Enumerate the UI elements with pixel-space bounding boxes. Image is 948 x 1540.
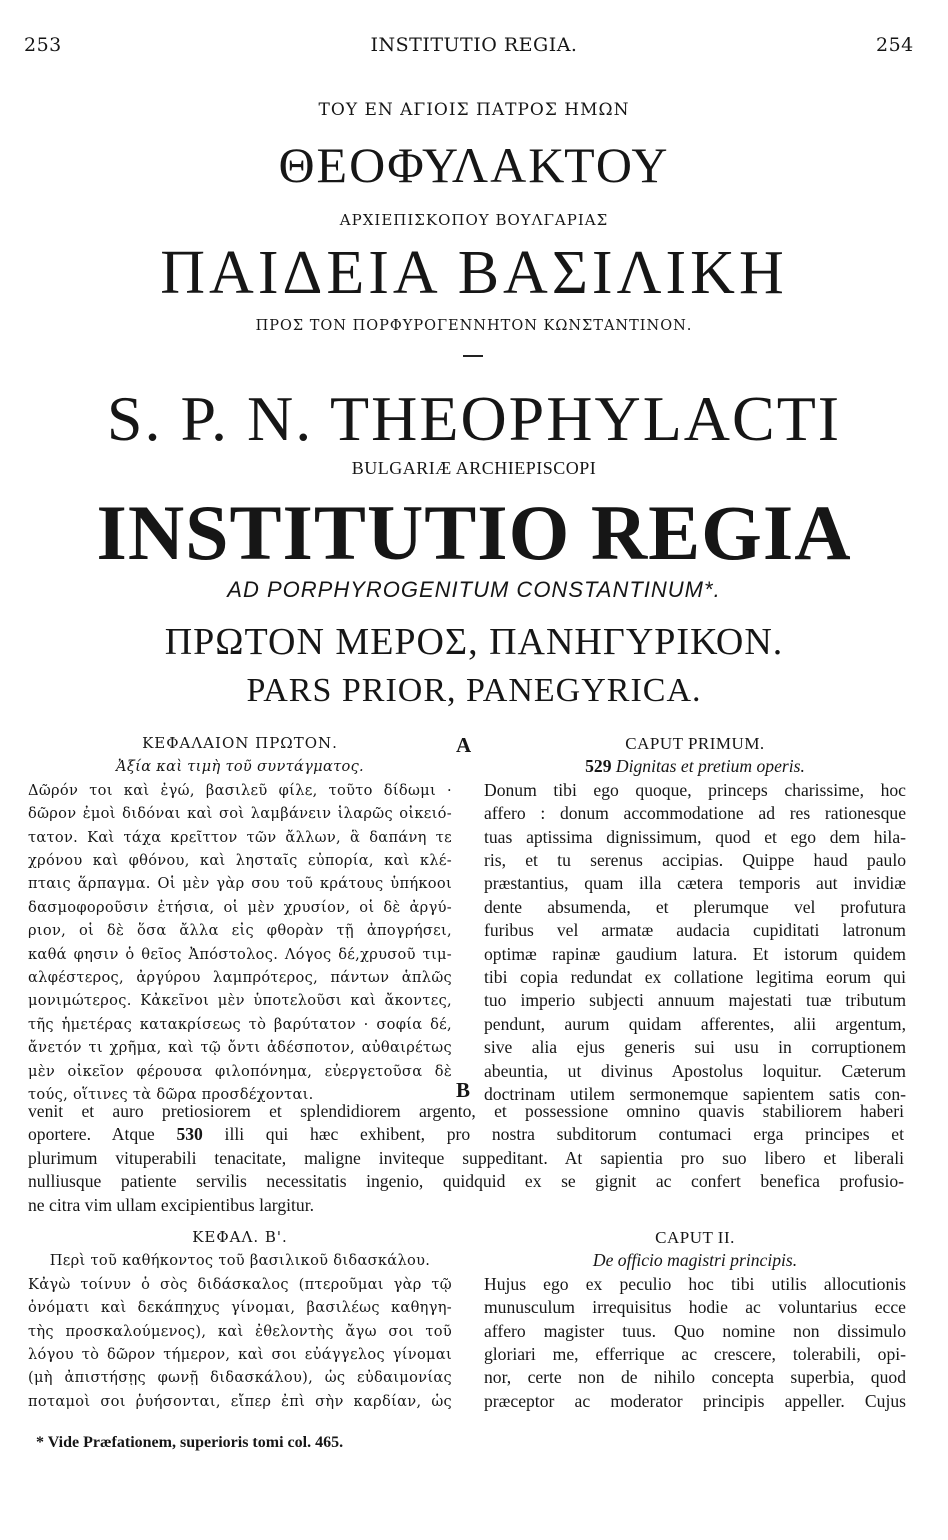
part-heading-latin: PARS PRIOR, PANEGYRICA.: [246, 672, 702, 709]
chapter2-latin-heading: CAPUT II.: [655, 1228, 735, 1247]
greek-line: μονιμώτερος. Κἀκεῖνοι μὲν ὑποτελοῦσι καὶ ἄκοντες,: [28, 992, 452, 1010]
latin-line: pendunt, aurum quidam afferentes, alii argentum,: [484, 1013, 906, 1034]
latin-line: munusculum irrequisitus hodie ac voluntarius ecce: [484, 1297, 906, 1318]
greek-title-author: ΘΕΟΦΥΛΑΚΤΟΥ: [278, 137, 670, 193]
greek-line: τὴς προσκαλούμενος), καὶ ἐθελοντὴς ἄγω σοι τοῦ: [28, 1322, 452, 1340]
chapter1-latin-subheading: Dignitas et pretium operis.: [615, 756, 805, 777]
latin-line: abeuntia, ut divinus Apostolus loquitur. Cæterum: [484, 1060, 906, 1081]
greek-line: χρόνου καὶ φθόνου, καὶ λησταῖς εὐπορία, καὶ κλέ-: [28, 852, 452, 870]
greek-line: (μὴ ἀπιστήσῃς φωνῇ διδασκάλου), ὡς εὐδαιμονίας: [28, 1369, 452, 1387]
latin-line: doctrinam utilem sermonemque sapientem satis con-: [484, 1084, 906, 1105]
chapter1-greek-column: [28, 732, 452, 1107]
chapter2-greek-column: [28, 1226, 452, 1413]
latin-line: affero : donum accommodatione ad res rationesque: [484, 803, 906, 824]
chapter1-greek-subheading: Ἀξία καὶ τιμὴ τοῦ συντάγματος.: [116, 758, 364, 776]
greek-title-dedication: ΠΡΟΣ ΤΟΝ ΠΟΡΦΥΡΟΓΕΝΝΗΤΟΝ ΚΩΝΣΤΑΝΤΙΝΟΝ.: [255, 318, 693, 334]
latin-line: tuo imperio subjecti annuum majestati tuæ tributum: [484, 990, 906, 1011]
column-number: 529: [585, 756, 612, 777]
greek-line: ὀνόματι καὶ δεκάπηχυς γίνομαι, βασιλέως καθηγη-: [28, 1299, 452, 1317]
chapter2-latin-column: [484, 1226, 906, 1413]
footnote: * Vide Præfationem, superioris tomi col. 465.: [36, 1434, 344, 1451]
greek-line: τῆς ἡμετέρας κατακρίσεως τὸ βαρύτατον · σοφία δέ,: [28, 1015, 452, 1033]
latin-title-line2: BULGARIÆ ARCHIEPISCOPI: [351, 458, 597, 478]
greek-line: πταις ἅρπαγμα. Οἱ μὲν γὰρ σου τοῦ κράτους ὑπήκοοι: [28, 875, 452, 893]
latin-line: Donum tibi ego quoque, princeps charissime, hoc: [484, 779, 906, 800]
latin-line: sive alia ejus generis sui usu in corruptionem: [484, 1037, 906, 1058]
margin-mark-a: A: [456, 733, 472, 757]
latin-line: dente absumenda, et plerumque vel profutura: [484, 896, 906, 917]
latin-line: ne citra vim ullam excipientibus largitur.: [28, 1194, 314, 1215]
greek-line: καθά φησιν ὁ θεῖος Ἀπόστολος. Λόγος δέ,χρυσοῦ τιμ-: [28, 945, 452, 963]
chapter1-greek-heading: ΚΕΦΑΛΑΙΟΝ ΠΡΩΤΟΝ.: [142, 734, 338, 752]
chapter2-greek-heading: ΚΕΦΑΛ. Β'.: [192, 1228, 288, 1246]
greek-line: Δῶρόν τοι καὶ ἐγώ, βασιλεῦ φίλε, τοῦτο δίδωμι ·: [28, 781, 452, 799]
column-number: 530: [176, 1124, 203, 1145]
greek-line: ἄνετόν τι χρῆμα, καὶ τῷ ὄντι ἀδέσποτον, αὐθαιρέτως: [28, 1039, 452, 1057]
latin-line: nor, certe non de nihilo concepta superbia, quod: [484, 1367, 906, 1388]
latin-line: venit et auro pretiosiorem et splendidiorem argento, et possessione omnino quavis stabiliorem haberi: [28, 1101, 904, 1121]
latin-title-author: S. P. N. THEOPHYLACTI: [106, 383, 842, 454]
latin-line: Hujus ego ex peculio hoc tibi utilis allocutionis: [484, 1273, 906, 1294]
latin-line: gloriari me, efferrique ac crescere, tolerabili, opi-: [484, 1344, 906, 1365]
greek-line: δασμοφοροῦσιν ἐτήσια, οἱ μὲν χρυσίον, οἱ δὲ ἀργύ-: [28, 898, 452, 916]
greek-title-line1: ΤΟΥ ΕΝ ΑΓΙΟΙΣ ΠΑΤΡΟΣ ΗΜΩΝ: [318, 100, 630, 120]
latin-line: plurimum vituperabili tenacitate, maligne inviteque suppeditant. At sapientia pro suo libero et liberali: [28, 1147, 904, 1168]
greek-line: Κἀγὼ τοίνυν ὁ σὸς διδάσκαλος (πτεροῦμαι γὰρ τῷ: [28, 1275, 452, 1293]
latin-title-dedication: AD PORPHYROGENITUM CONSTANTINUM*.: [227, 577, 721, 602]
greek-title-work: ΠΑΙΔΕΙΑ ΒΑΣΙΛΙΚΗ: [160, 239, 788, 307]
latin-line: tibi copia redundat ex collatione legitima eorum qui: [484, 967, 906, 988]
latin-line: tuas aptissima dignissimum, quod et ego dem hila-: [484, 826, 906, 847]
greek-line: δῶρον ἐμοὶ διδόναι καὶ σοὶ λαμβάνειν ἱλαρῶς οἰκειό-: [28, 805, 452, 823]
greek-title-line3: ΑΡΧΙΕΠΙΣΚΟΠΟΥ ΒΟΥΛΓΑΡΙΑΣ: [339, 211, 609, 229]
margin-mark-b: B: [456, 1078, 471, 1102]
latin-line: furibus vel armatæ audacia cupiditati latronum: [484, 920, 906, 941]
page-number-right: 254: [876, 34, 914, 56]
chapter2-greek-subheading: Περὶ τοῦ καθήκοντος τοῦ βασιλικοῦ διδασκάλου.: [49, 1252, 431, 1270]
chapter1-latin-continuation: [28, 1100, 904, 1217]
chapter2-latin-subheading: De officio magistri principis.: [592, 1250, 798, 1271]
latin-title-work: INSTITUTIO REGIA: [96, 489, 852, 576]
latin-line: præstantius, quam illa cætera temporis aut invidiæ: [484, 873, 906, 894]
chapter1-latin-heading: CAPUT PRIMUM.: [625, 734, 765, 753]
page-number-left: 253: [24, 34, 62, 56]
part-heading-greek: ΠΡΩΤΟΝ ΜΕΡΟΣ, ΠΑΝΗΓΥΡΙΚΟΝ.: [164, 621, 784, 663]
latin-line: nulliusque patiente servilis necessitatis ingenio, quidquid ex se gignit ac confert benefica profusio-: [28, 1171, 904, 1192]
greek-line: τατον. Καὶ τάχα κρεῖττον τῶν ἄλλων, ἃ δαπάνη τε: [28, 828, 452, 846]
running-head-title: INSTITUTIO REGIA.: [370, 34, 578, 56]
latin-line: optimæ rapinæ gaudium latura. Et istorum quidem: [484, 943, 906, 964]
greek-line: τούς, οἵτινες τὰ δῶρα προσδέχονται.: [28, 1086, 314, 1104]
latin-line-part: illi qui hæc exhibent, pro nostra subditorum contumaci erga principes et: [202, 1124, 904, 1145]
latin-line: ris, et tu serenus accipias. Quippe haud paulo: [484, 850, 906, 871]
latin-line: præceptor ac moderator principis appeller. Cujus: [484, 1390, 906, 1411]
latin-line: affero magister tuus. Quo nomine non dissimulo: [484, 1320, 906, 1341]
chapter1-latin-column: [484, 732, 906, 1107]
latin-line-part: oportere. Atque: [28, 1124, 177, 1145]
title-divider: [463, 355, 483, 357]
greek-line: ποταμοὶ σοι ῥυήσονται, εἴπερ ἐπὶ σὴν καρδίαν, ὡς: [28, 1392, 452, 1410]
greek-line: μὲν οἰκεῖον φέρουσα φιλοπόνημα, εὐεργετοῦσα δὲ: [28, 1062, 452, 1080]
greek-line: ριον, οἱ δὲ ὅσα ἄλλα εἰς φθορὰν τῇ ἀπογρήσει,: [28, 922, 452, 940]
greek-line: αλφέστερος, ἀργύρου λαμπρότερος, πάντων ἁπλῶς: [28, 969, 452, 987]
greek-line: λόγου τὸ δῶρον τήμερον, καὶ σοι εὐάγγελος γίνομαι: [28, 1346, 452, 1364]
